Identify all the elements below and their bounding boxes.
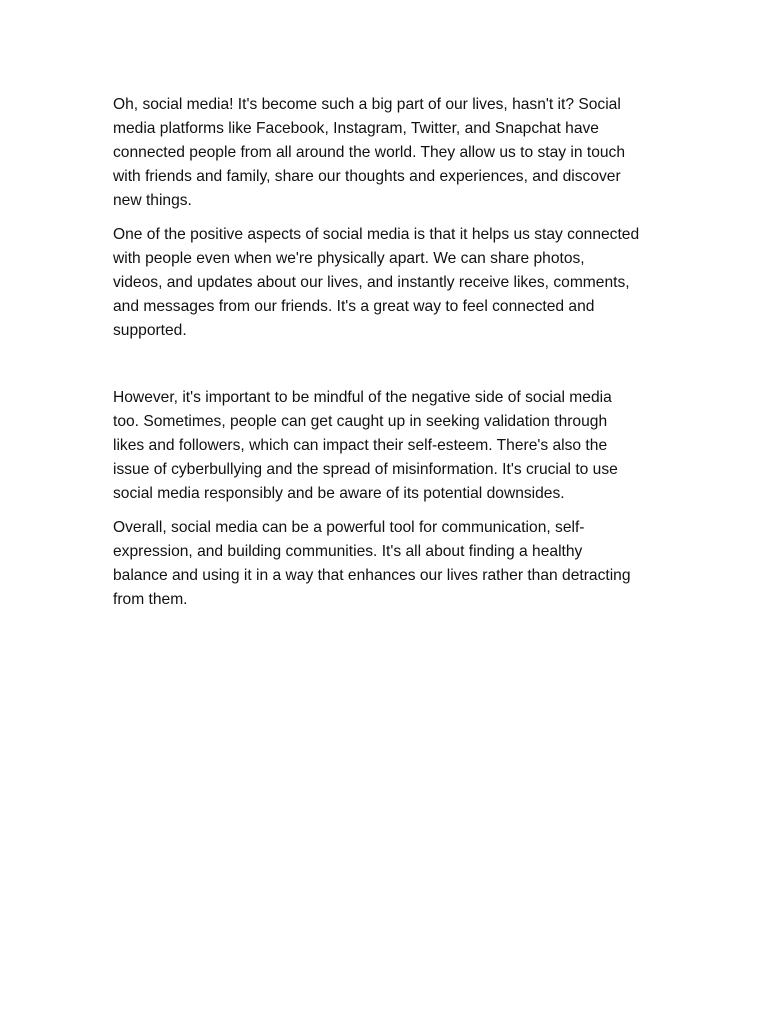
text-line: connected people from all around the world. They allow us to stay in touch [113, 144, 626, 161]
text-line: with friends and family, share our thoughts and experiences, and discover [113, 168, 621, 185]
text-line: issue of cyberbullying and the spread of misinformation. It's crucial to use [113, 461, 618, 478]
paragraph-spacer [113, 343, 658, 386]
text-line: media platforms like Facebook, Instagram, Twitter, and Snapchat have [113, 120, 599, 137]
text-line: social media responsibly and be aware of its potential downsides. [113, 485, 565, 502]
text-line: supported. [113, 322, 187, 339]
text-line: Oh, social media! It's become such a big part of our lives, hasn't it? Social [113, 96, 621, 113]
paragraph-spacer [113, 213, 658, 223]
text-line: with people even when we're physically apart. We can share photos, [113, 250, 585, 267]
document-body [113, 93, 658, 612]
text-line: likes and followers, which can impact their self-esteem. There's also the [113, 437, 608, 454]
paragraph-intro [113, 93, 658, 213]
text-line: However, it's important to be mindful of the negative side of social media [113, 389, 612, 406]
paragraph-conclusion [113, 516, 658, 612]
text-line: and messages from our friends. It's a great way to feel connected and [113, 298, 595, 315]
text-line: Overall, social media can be a powerful tool for communication, self- [113, 519, 585, 536]
text-line: One of the positive aspects of social media is that it helps us stay connected [113, 226, 640, 243]
text-line: too. Sometimes, people can get caught up in seeking validation through [113, 413, 608, 430]
text-line: new things. [113, 192, 192, 209]
text-line: balance and using it in a way that enhances our lives rather than detracting [113, 567, 631, 584]
text-line: videos, and updates about our lives, and instantly receive likes, comments, [113, 274, 630, 291]
paragraph-spacer [113, 506, 658, 516]
paragraph-positive [113, 223, 658, 343]
paragraph-negative [113, 386, 658, 506]
text-line: from them. [113, 591, 188, 608]
text-line: expression, and building communities. It's all about finding a healthy [113, 543, 583, 560]
